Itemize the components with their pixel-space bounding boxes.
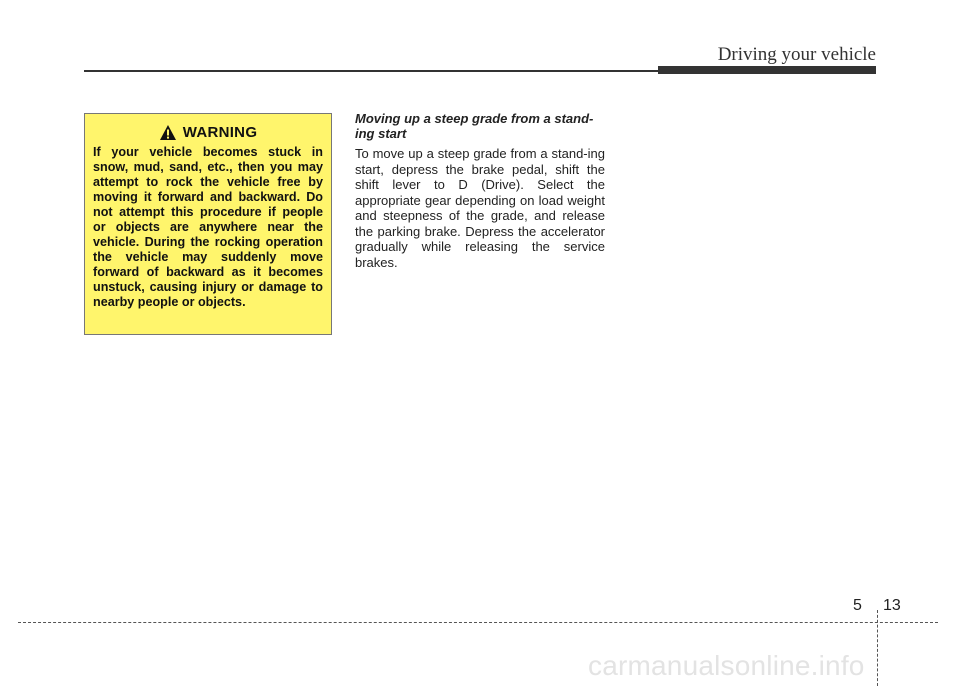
page-number: 13 — [883, 597, 901, 614]
header-rule-thin — [84, 70, 664, 72]
warning-header — [93, 124, 323, 141]
section-body-text: To move up a steep grade from a stand-ing start, depress the brake pedal, shift the shift lever to D (Drive). Select the appropriate gear depending on load weight and steepness of the grade, and release the parking brake. Depress the accelerator gradually while releasing the service brakes. — [355, 146, 605, 270]
warning-box — [84, 113, 332, 335]
running-header-title: Driving your vehicle — [717, 44, 876, 65]
warning-body-text: If your vehicle becomes stuck in snow, mud, sand, etc., then you may attempt to rock the vehicle free by moving it forward and backward. Do not attempt this procedure if people or objects are anywhere near the vehicle. During the rocking operation the vehicle may suddenly move forward of backward as it becomes unstuck, causing injury or damage to nearby people or objects. — [93, 145, 323, 309]
footer-divider — [877, 610, 878, 686]
watermark-text: carmanualsonline.info — [588, 650, 865, 681]
warning-title: WARNING — [182, 124, 258, 141]
chapter-number: 5 — [853, 597, 862, 614]
section-heading: Moving up a steep grade from a stand-ing start — [355, 111, 594, 141]
warning-triangle-icon — [159, 124, 177, 141]
footer-rule — [18, 622, 938, 623]
header-rule-thick — [658, 66, 876, 74]
